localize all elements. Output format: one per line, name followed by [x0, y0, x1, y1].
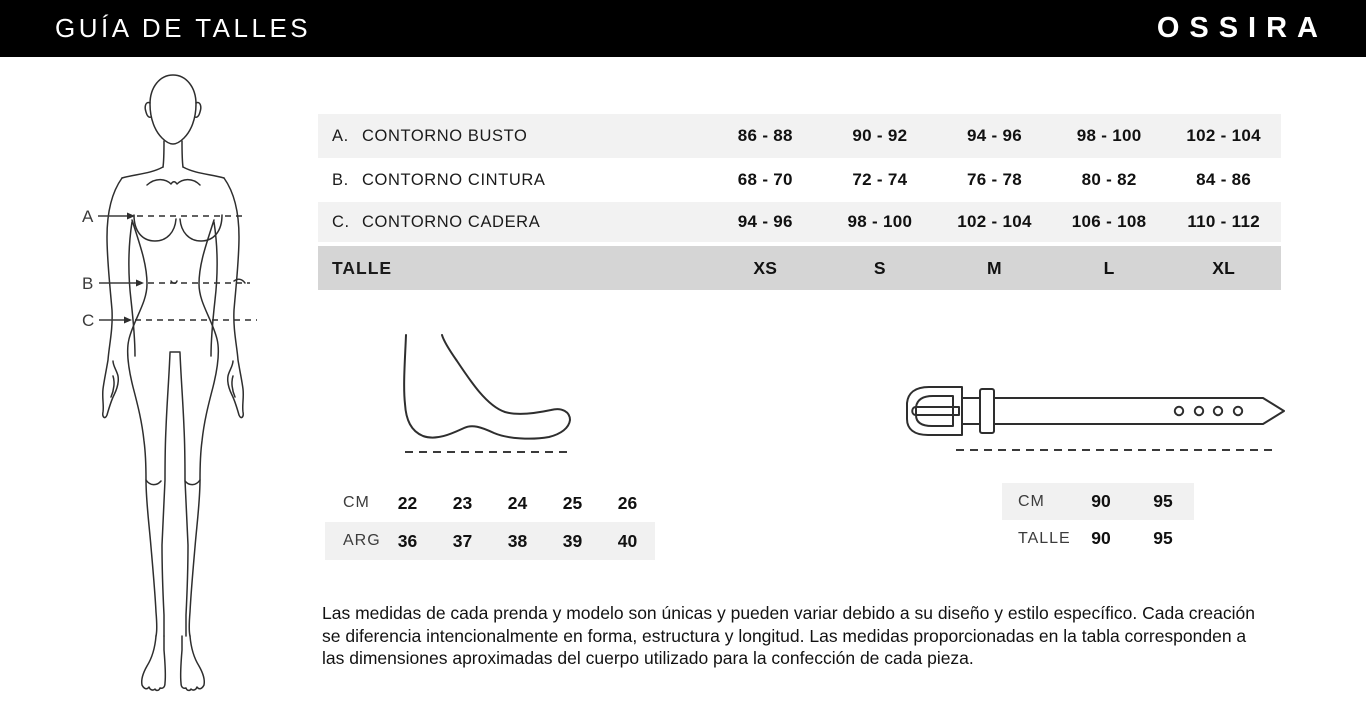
cell: 37	[452, 530, 473, 551]
belt-strap	[994, 398, 1284, 424]
table-row	[318, 202, 1281, 246]
size-m: M	[987, 257, 1002, 278]
row-label: B. CONTORNO CINTURA	[332, 170, 546, 189]
cell: 98 - 100	[1076, 126, 1142, 145]
table-row	[1002, 483, 1194, 520]
size-xs: XS	[753, 257, 778, 278]
figure-right-arm	[224, 178, 243, 418]
belt-illustration	[903, 380, 1288, 455]
measure-label-b: B	[82, 274, 94, 293]
row-label: TALLE	[1018, 529, 1071, 547]
size-header-row	[318, 246, 1281, 290]
size-l: L	[1103, 257, 1115, 278]
row-label: A. CONTORNO BUSTO	[332, 126, 528, 145]
cell: 98 - 100	[847, 212, 913, 231]
foot-illustration	[395, 333, 580, 460]
size-xl: XL	[1212, 257, 1236, 278]
body-croquis-illustration	[75, 60, 305, 725]
figure-right-foot	[181, 636, 205, 690]
cell: 94 - 96	[966, 126, 1022, 145]
cell: 80 - 82	[1081, 170, 1137, 189]
cell: 102 - 104	[1186, 126, 1261, 145]
garment-size-table	[318, 114, 1281, 290]
measure-label-c: C	[82, 311, 95, 330]
belt-hole	[1214, 407, 1222, 415]
cell: 94 - 96	[737, 212, 793, 231]
belt-hole	[1175, 407, 1183, 415]
cell: 90	[1091, 528, 1111, 548]
row-label: CM	[1018, 492, 1045, 510]
cell: 22	[397, 492, 418, 513]
cell: 110 - 112	[1187, 212, 1260, 231]
figure-left-arm	[103, 178, 122, 418]
shoe-size-table	[325, 484, 655, 560]
cell: 86 - 88	[737, 126, 793, 145]
belt-hole	[1195, 407, 1203, 415]
cell: 25	[562, 492, 583, 513]
row-label: ARG	[343, 532, 381, 549]
cell: 102 - 104	[957, 212, 1032, 231]
foot-outline	[404, 335, 570, 439]
belt-keeper	[980, 389, 994, 433]
cell: 26	[617, 492, 638, 513]
table-row	[325, 484, 655, 522]
cell: 39	[562, 530, 583, 551]
table-row	[325, 522, 655, 560]
cell: 68 - 70	[737, 170, 793, 189]
cell: 40	[617, 530, 638, 551]
table-row	[318, 158, 1281, 202]
cell: 95	[1153, 491, 1173, 511]
header-bar	[0, 0, 1366, 57]
row-label: TALLE	[332, 257, 393, 278]
measurements-note: Las medidas de cada prenda y modelo son únicas y pueden variar debido a su diseño y estilo específico. Cada creación se diferencia intencionalmente en forma, estructura y longitud. Las medidas proporcionadas en la tabla corresponden a las dimensiones aproximadas del cuerpo utilizado para la confección de cada pieza.	[322, 603, 1255, 668]
cell: 84 - 86	[1196, 170, 1252, 189]
belt-size-table	[1002, 483, 1194, 557]
page-title: GUÍA DE TALLES	[55, 13, 312, 43]
cell: 90	[1091, 491, 1111, 511]
row-label: CM	[343, 494, 370, 511]
belt-hole	[1234, 407, 1242, 415]
table-row	[318, 114, 1281, 158]
cell: 76 - 78	[966, 170, 1022, 189]
measure-label-a: A	[82, 207, 94, 226]
cell: 106 - 108	[1071, 212, 1147, 231]
cell: 90 - 92	[852, 126, 908, 145]
figure-left-foot	[142, 636, 166, 690]
table-row	[1002, 520, 1194, 557]
cell: 24	[507, 492, 528, 513]
belt-prong	[912, 407, 959, 415]
cell: 38	[507, 530, 528, 551]
row-label: C. CONTORNO CADERA	[332, 212, 541, 231]
brand-logo: OSSIRA	[1156, 12, 1328, 44]
cell: 95	[1153, 528, 1173, 548]
size-s: S	[873, 257, 886, 278]
cell: 36	[397, 530, 418, 551]
cell: 72 - 74	[852, 170, 908, 189]
cell: 23	[452, 492, 473, 513]
figure-head	[150, 75, 196, 144]
